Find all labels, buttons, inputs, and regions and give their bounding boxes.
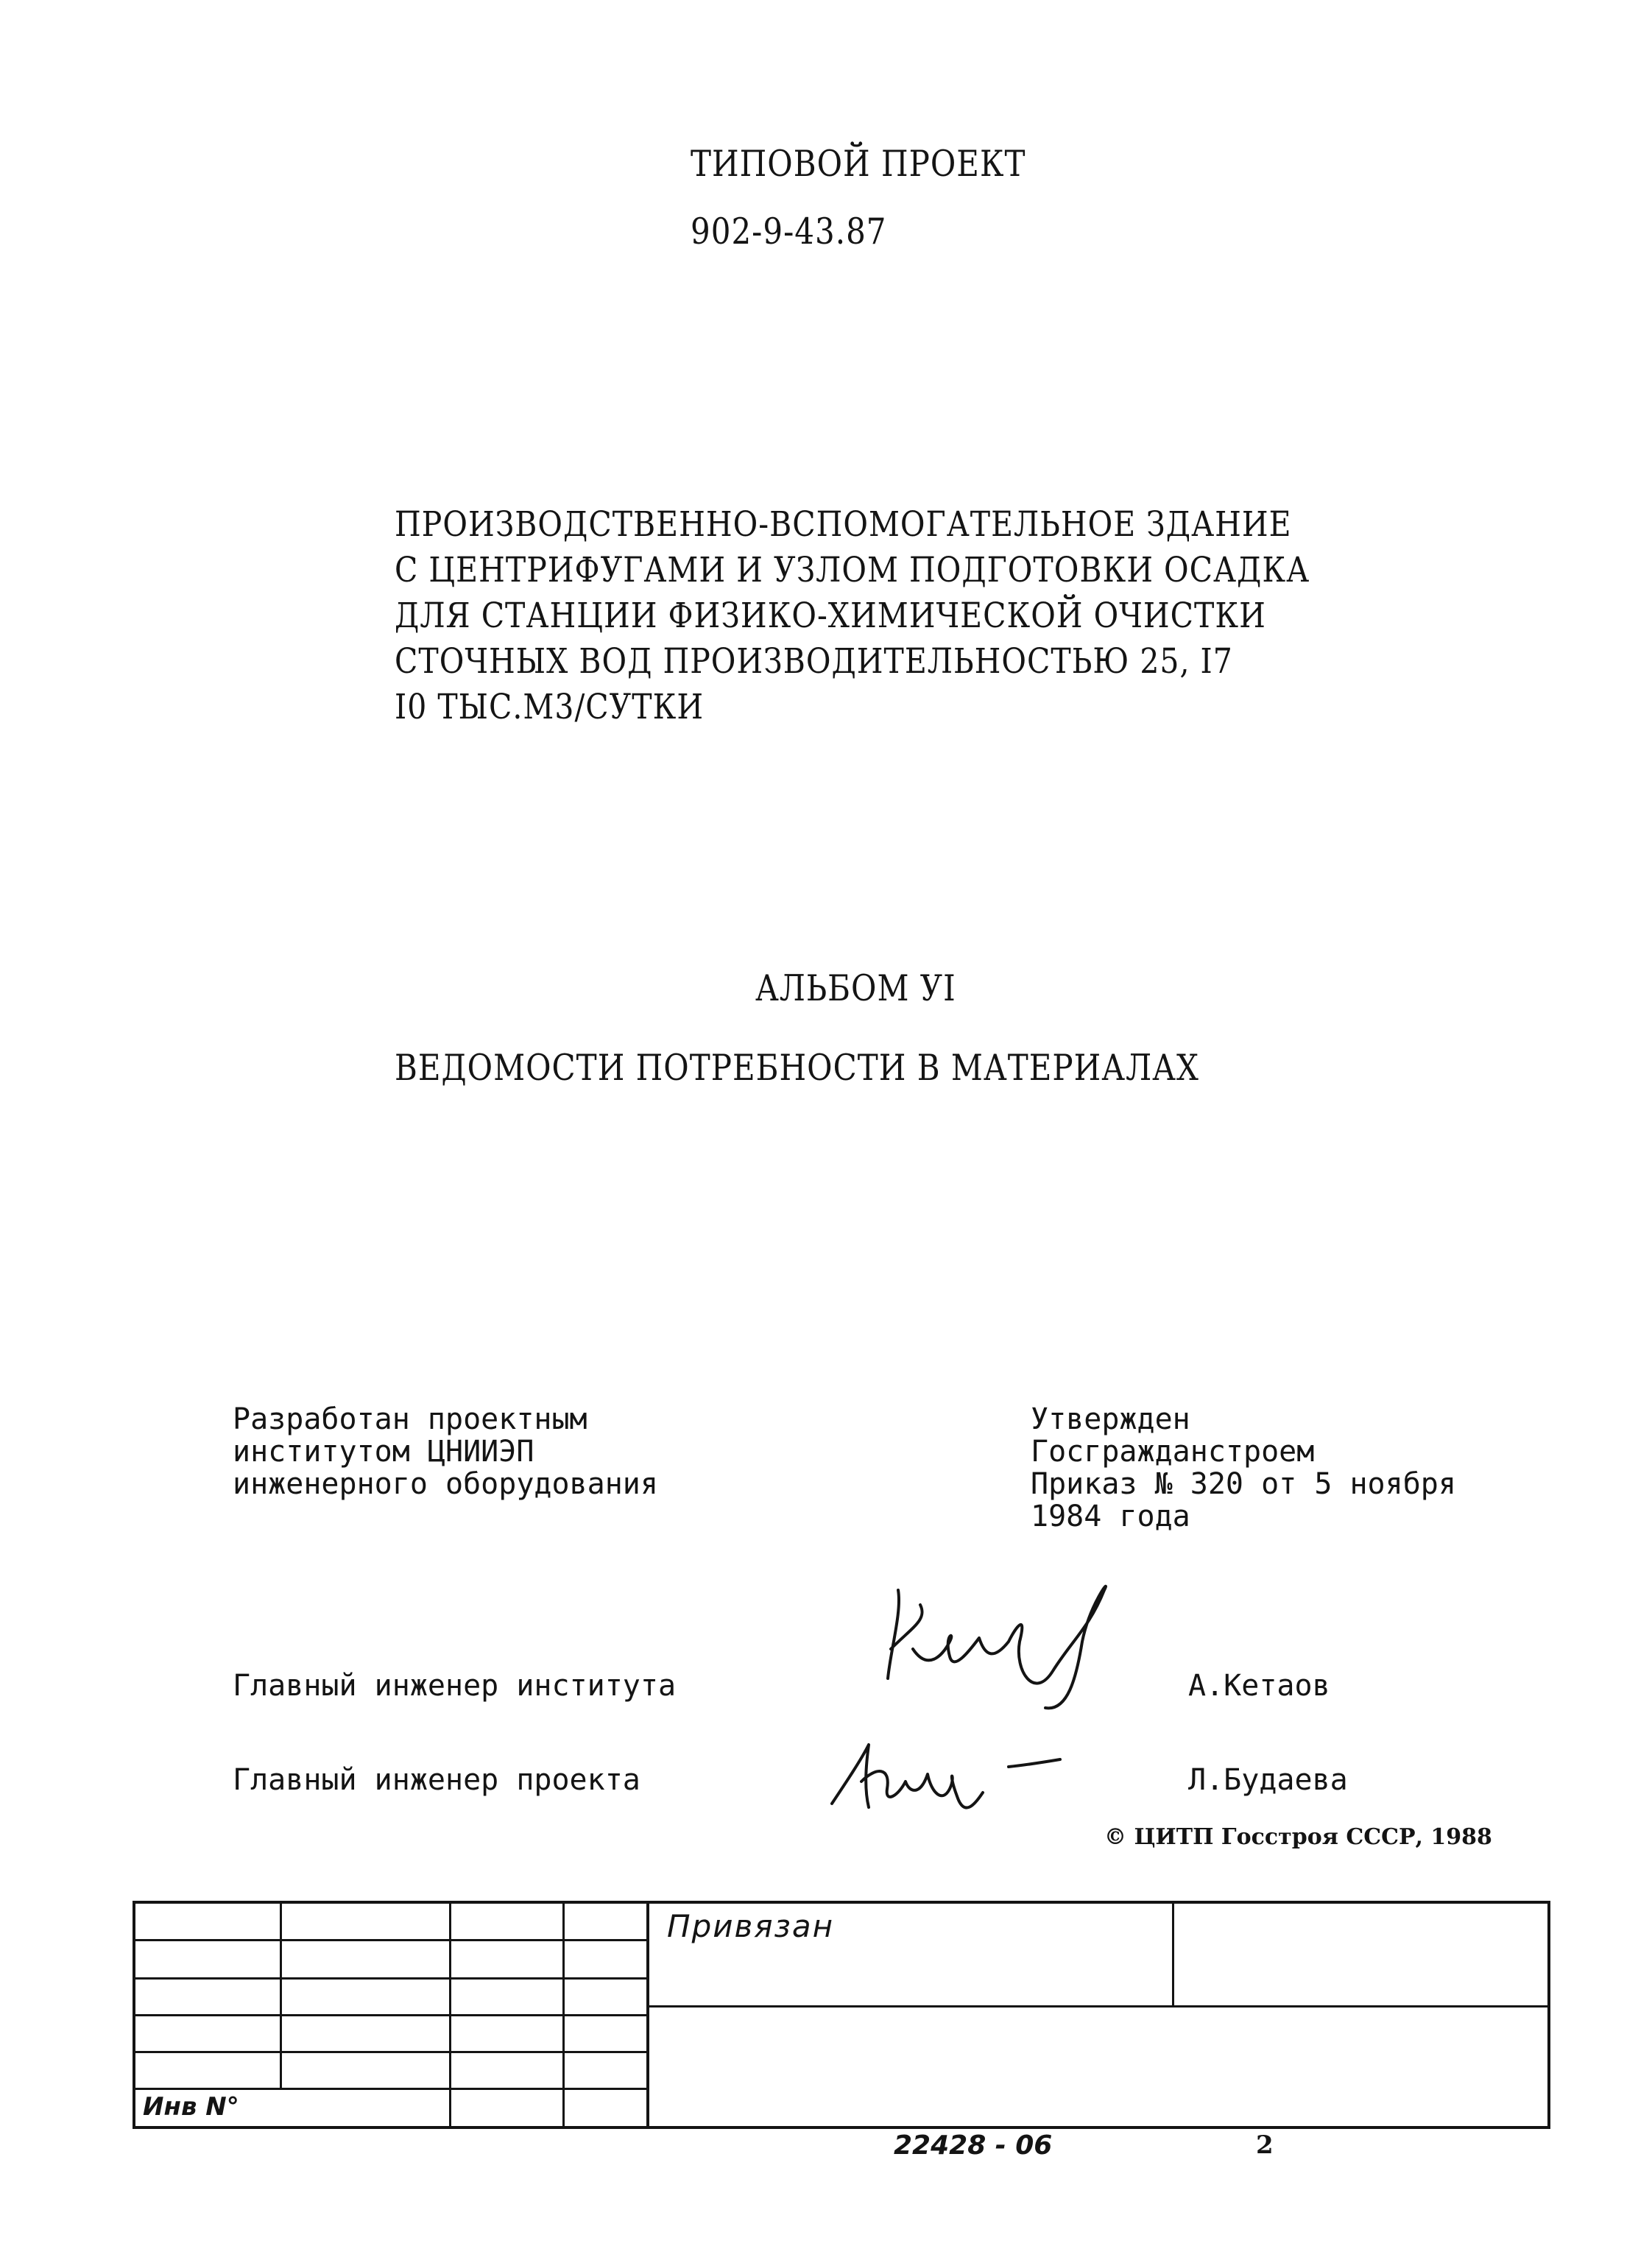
chief-project-name: Л.Будаева	[1188, 1763, 1348, 1797]
approval-line: Утвержден	[1031, 1402, 1190, 1436]
stamp-grid-line	[280, 1901, 282, 2089]
stamp-grid-line	[133, 2088, 648, 2090]
title-line: I0 ТЫС.М3/СУТКИ	[395, 686, 705, 727]
album-label: АЛЬБОМ УI	[755, 967, 956, 1009]
album-subject: ВЕДОМОСТИ ПОТРЕБНОСТИ В МАТЕРИАЛАХ	[395, 1047, 1199, 1089]
developer-line: Разработан проектным	[233, 1402, 587, 1436]
approval-line: Приказ № 320 от 5 ноября	[1031, 1467, 1456, 1501]
page-number: 2	[1256, 2130, 1274, 2160]
stamp-grid-line	[646, 2005, 1549, 2007]
chief-institute-role: Главный инженер института	[233, 1669, 677, 1703]
stamp-grid-line	[1172, 1901, 1174, 2007]
title-line: ДЛЯ СТАНЦИИ ФИЗИКО-ХИМИЧЕСКОЙ ОЧИСТКИ	[395, 595, 1266, 636]
signature-budaeva	[817, 1723, 1067, 1826]
stamp-grid-line	[133, 1939, 648, 1941]
developer-line: инженерного оборудования	[233, 1467, 658, 1501]
chief-institute-name: А.Кетаов	[1188, 1669, 1330, 1703]
chief-project-role: Главный инженер проекта	[233, 1763, 640, 1797]
developer-block	[233, 1403, 658, 1500]
title-line: С ЦЕНТРИФУГАМИ И УЗЛОМ ПОДГОТОВКИ ОСАДКА	[395, 549, 1310, 590]
stamp-grid-line	[133, 2051, 648, 2053]
doc-number: 22428 - 06	[894, 2130, 1053, 2161]
stamp-border	[1547, 1901, 1550, 2129]
stamp-border	[133, 1901, 1550, 1904]
stamp-border	[133, 2126, 1550, 2129]
stamp-inventory-label: Инв N°	[143, 2092, 239, 2122]
project-number: 902-9-43.87	[691, 211, 887, 253]
developer-line: институтом ЦНИИЭП	[233, 1435, 534, 1469]
project-type: ТИПОВОЙ ПРОЕКТ	[691, 143, 1026, 185]
stamp-bound-label: Привязан	[667, 1908, 835, 1944]
copyright: © ЦИТП Госстроя СССР, 1988	[1104, 1824, 1492, 1850]
title-line: ПРОИЗВОДСТВЕННО-ВСПОМОГАТЕЛЬНОЕ ЗДАНИЕ	[395, 504, 1292, 545]
approval-block	[1031, 1403, 1456, 1533]
signature-ketaov	[869, 1561, 1134, 1723]
approval-line: Госгражданстроем	[1031, 1435, 1315, 1469]
project-title	[395, 498, 1310, 726]
title-line: СТОЧНЫХ ВОД ПРОИЗВОДИТЕЛЬНОСТЬЮ 25, I7	[395, 640, 1233, 682]
approval-line: 1984 года	[1031, 1500, 1190, 1533]
stamp-grid-line	[133, 1977, 648, 1980]
stamp-grid-line	[133, 2014, 648, 2016]
